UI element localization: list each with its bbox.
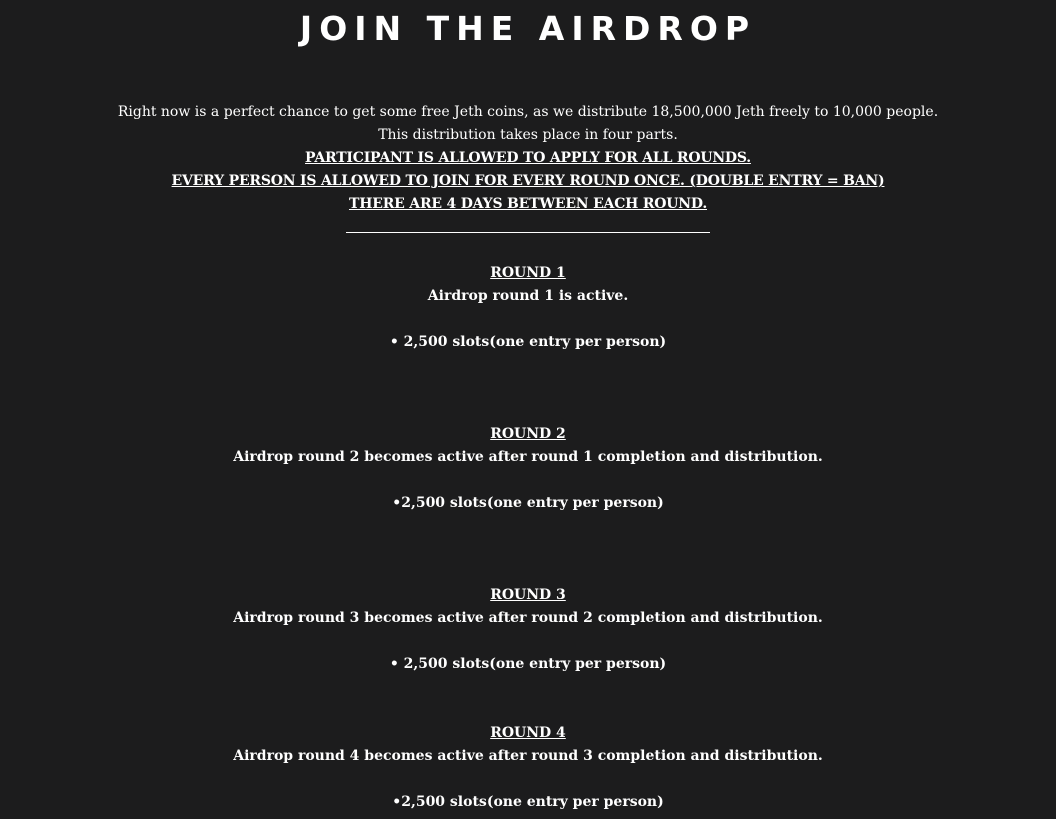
round-1-status: Airdrop round 1 is active. (427, 288, 629, 304)
section-divider (346, 232, 710, 233)
intro-section (0, 101, 1056, 216)
round-4-slots: •2,500 slots(one entry per person) (392, 794, 664, 810)
intro-parts-note: This distribution takes place in four parts. (378, 127, 678, 143)
rule-days-between-rounds: THERE ARE 4 DAYS BETWEEN EACH ROUND. (348, 196, 708, 212)
round-3-section (0, 584, 1056, 676)
round-1-slots: • 2,500 slots(one entry per person) (389, 334, 667, 350)
rule-single-entry: EVERY PERSON IS ALLOWED TO JOIN FOR EVERY ROUND ONCE. (DOUBLE ENTRY = BAN) (171, 173, 885, 189)
round-3-status: Airdrop round 3 becomes active after round 2 completion and distribution. (233, 610, 823, 626)
round-2-slots: •2,500 slots(one entry per person) (392, 495, 664, 511)
round-2-title: ROUND 2 (490, 426, 566, 442)
rule-apply-all-rounds: PARTICIPANT IS ALLOWED TO APPLY FOR ALL ROUNDS. (305, 150, 751, 166)
round-3-slots: • 2,500 slots(one entry per person) (389, 656, 667, 672)
round-4-status: Airdrop round 4 becomes active after round 3 completion and distribution. (233, 748, 823, 764)
round-2-status: Airdrop round 2 becomes active after round 1 completion and distribution. (233, 449, 823, 465)
round-1-section (0, 262, 1056, 354)
page-title: JOIN THE AIRDROP (299, 9, 757, 48)
round-2-section (0, 423, 1056, 515)
round-1-title: ROUND 1 (490, 265, 566, 281)
round-4-title: ROUND 4 (490, 725, 566, 741)
round-4-section (0, 722, 1056, 814)
intro-description: Right now is a perfect chance to get some free Jeth coins, as we distribute 18,500,000 Jeth freely to 10,000 people. (117, 104, 939, 120)
round-3-title: ROUND 3 (490, 587, 566, 603)
